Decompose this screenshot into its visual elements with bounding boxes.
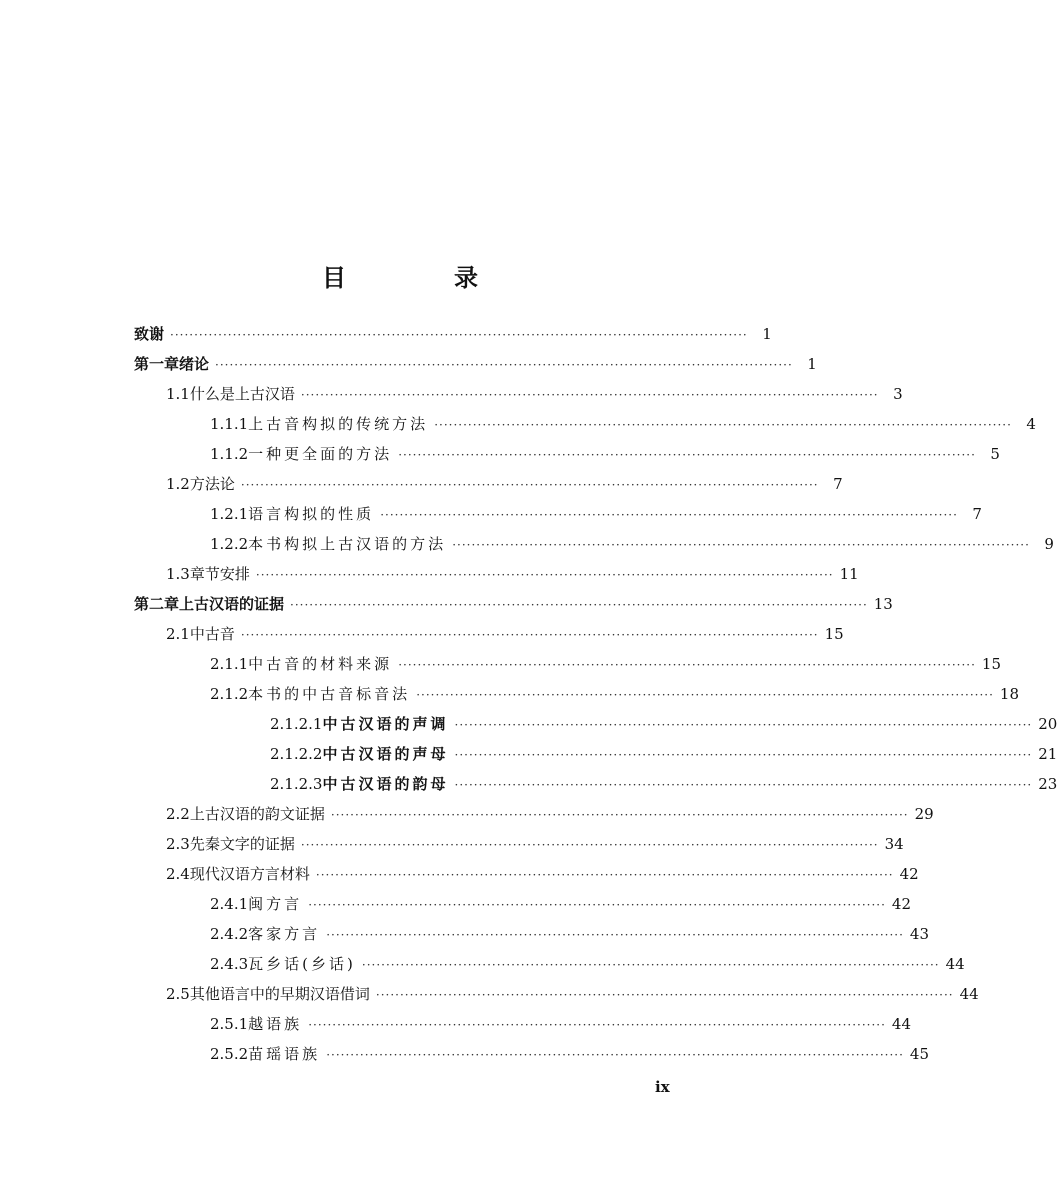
toc-entry[interactable] (134, 949, 965, 979)
toc-entry-label: 苗瑶语族 (248, 1045, 321, 1063)
toc-entry-page: 29 (914, 805, 934, 823)
toc-entry-label: 中古音 (189, 625, 235, 643)
dot-leader: ························································································································ (416, 688, 994, 702)
toc-entry-number: 2.1.2.1 (270, 715, 323, 733)
dot-leader: ························································································································ (300, 388, 879, 402)
toc-entry-label: 语言构拟的性质 (248, 505, 375, 523)
table-of-contents (134, 319, 1057, 1069)
toc-entry-label: 上古音构拟的传统方法 (248, 415, 429, 433)
toc-entry-label: 上古汉语的证据 (179, 595, 285, 613)
toc-entry[interactable] (134, 979, 979, 1009)
toc-entry-number: 第二章 (134, 595, 180, 613)
toc-entry-label: 中古音的材料来源 (248, 655, 393, 673)
toc-entry-page: 1 (807, 355, 817, 373)
toc-entry-page: 3 (893, 385, 903, 403)
toc-entry-number: 2.2 (166, 805, 190, 823)
toc-entry[interactable] (134, 859, 919, 889)
toc-entry-label: 上古汉语的韵文证据 (189, 805, 325, 823)
toc-entry-number: 2.4 (166, 865, 190, 883)
toc-entry[interactable] (134, 529, 1054, 559)
toc-entry-page: 20 (1038, 715, 1057, 733)
toc-entry[interactable] (134, 499, 982, 529)
toc-entry-label: 致谢 (134, 325, 165, 343)
dot-leader: ························································································································ (454, 778, 1033, 792)
toc-entry[interactable] (134, 1009, 912, 1039)
toc-entry[interactable] (134, 769, 1057, 799)
toc-entry[interactable] (134, 829, 904, 859)
toc-entry-label: 中古汉语的声母 (322, 745, 449, 763)
toc-entry-number: 2.1 (166, 625, 190, 643)
toc-entry[interactable] (134, 679, 1020, 709)
toc-entry[interactable] (134, 649, 1002, 679)
dot-leader: ························································································································ (170, 328, 748, 342)
toc-entry[interactable] (134, 889, 912, 919)
toc-entry-label: 什么是上古汉语 (189, 385, 295, 403)
toc-entry-page: 15 (981, 655, 1002, 673)
dot-leader: ························································································································ (398, 448, 976, 462)
toc-entry-label: 瓦乡话(乡话) (248, 955, 356, 973)
toc-entry[interactable] (134, 409, 1036, 439)
toc-entry-page: 34 (884, 835, 904, 853)
toc-entry-page: 7 (972, 505, 982, 523)
dot-leader: ························································································································ (215, 358, 793, 372)
toc-entry-number: 2.5.1 (210, 1015, 249, 1033)
toc-entry-number: 2.1.2.2 (270, 745, 323, 763)
dot-leader: ························································································································ (240, 478, 819, 492)
toc-entry-number: 2.4.3 (210, 955, 249, 973)
toc-entry-page: 18 (999, 685, 1020, 703)
dot-leader: ························································································································ (240, 628, 819, 642)
toc-entry[interactable] (134, 319, 772, 349)
toc-entry[interactable] (134, 559, 859, 589)
toc-entry-page: 9 (1044, 535, 1054, 553)
toc-entry-page: 42 (899, 865, 919, 883)
dot-leader: ························································································································ (452, 538, 1030, 552)
dot-leader: ························································································································ (300, 838, 879, 852)
toc-entry-label: 其他语言中的早期汉语借词 (189, 985, 370, 1003)
toc-entry[interactable] (134, 439, 1000, 469)
dot-leader: ························································································································ (315, 868, 894, 882)
toc-entry[interactable] (134, 739, 1057, 769)
toc-entry-page: 1 (762, 325, 772, 343)
toc-entry-page: 5 (990, 445, 1000, 463)
dot-leader: ························································································································ (361, 958, 940, 972)
toc-entry-page: 21 (1038, 745, 1057, 763)
page-title: 目 录 (322, 263, 520, 292)
toc-entry-number: 2.1.1 (210, 655, 249, 673)
dot-leader: ························································································································ (326, 1048, 904, 1062)
toc-entry-label: 客家方言 (248, 925, 321, 943)
toc-entry-number: 2.4.2 (210, 925, 249, 943)
toc-entry-page: 44 (959, 985, 979, 1003)
toc-entry-page: 13 (873, 595, 893, 613)
toc-entry-number: 2.3 (166, 835, 190, 853)
toc-entry-number: 1.1.1 (210, 415, 249, 433)
dot-leader: ························································································································ (330, 808, 909, 822)
toc-entry-page: 42 (891, 895, 912, 913)
dot-leader: ························································································································ (308, 898, 886, 912)
toc-entry[interactable] (134, 589, 893, 619)
toc-entry-page: 11 (839, 565, 859, 583)
dot-leader: ························································································································ (454, 748, 1033, 762)
toc-entry-label: 绪论 (179, 355, 210, 373)
toc-entry-number: 2.4.1 (210, 895, 249, 913)
toc-entry[interactable] (134, 349, 817, 379)
dot-leader: ························································································································ (326, 928, 904, 942)
toc-entry-label: 本书构拟上古汉语的方法 (248, 535, 447, 553)
dot-leader: ························································································································ (290, 598, 868, 612)
dot-leader: ························································································································ (255, 568, 834, 582)
toc-entry-page: 23 (1038, 775, 1057, 793)
toc-entry-label: 先秦文字的证据 (189, 835, 295, 853)
toc-entry-label: 中古汉语的韵母 (322, 775, 449, 793)
toc-entry-number: 1.1 (166, 385, 190, 403)
toc-entry[interactable] (134, 379, 903, 409)
toc-entry-number: 2.5 (166, 985, 190, 1003)
toc-entry-label: 越语族 (248, 1015, 303, 1033)
dot-leader: ························································································································ (398, 658, 976, 672)
toc-entry[interactable] (134, 919, 930, 949)
toc-entry-label: 闽方言 (248, 895, 303, 913)
toc-entry-label: 一种更全面的方法 (248, 445, 393, 463)
toc-entry-label: 章节安排 (189, 565, 250, 583)
toc-entry-label: 方法论 (189, 475, 235, 493)
toc-entry-label: 中古汉语的声调 (322, 715, 449, 733)
toc-entry-page: 7 (833, 475, 843, 493)
dot-leader: ························································································································ (434, 418, 1012, 432)
toc-entry-number: 1.2 (166, 475, 190, 493)
toc-entry-number: 1.1.2 (210, 445, 249, 463)
dot-leader: ························································································································ (375, 988, 954, 1002)
toc-entry-page: 15 (824, 625, 844, 643)
toc-entry-number: 2.1.2 (210, 685, 249, 703)
toc-entry-label: 本书的中古音标音法 (248, 685, 411, 703)
page-number: ix (655, 1078, 670, 1096)
toc-entry[interactable] (134, 619, 844, 649)
toc-entry[interactable] (134, 799, 934, 829)
toc-entry-page: 4 (1026, 415, 1036, 433)
toc-entry-label: 现代汉语方言材料 (189, 865, 310, 883)
toc-entry-page: 43 (909, 925, 930, 943)
toc-entry-number: 第一章 (134, 355, 180, 373)
toc-entry-number: 2.5.2 (210, 1045, 249, 1063)
toc-entry-page: 44 (945, 955, 965, 973)
toc-entry[interactable] (134, 1039, 930, 1069)
dot-leader: ························································································································ (454, 718, 1033, 732)
toc-entry-number: 1.2.2 (210, 535, 249, 553)
toc-entry-number: 1.2.1 (210, 505, 249, 523)
dot-leader: ························································································································ (308, 1018, 886, 1032)
toc-entry-page: 45 (909, 1045, 930, 1063)
dot-leader: ························································································································ (380, 508, 958, 522)
toc-entry-number: 1.3 (166, 565, 190, 583)
toc-entry[interactable] (134, 709, 1057, 739)
toc-entry-page: 44 (891, 1015, 912, 1033)
toc-entry-number: 2.1.2.3 (270, 775, 323, 793)
toc-entry[interactable] (134, 469, 843, 499)
